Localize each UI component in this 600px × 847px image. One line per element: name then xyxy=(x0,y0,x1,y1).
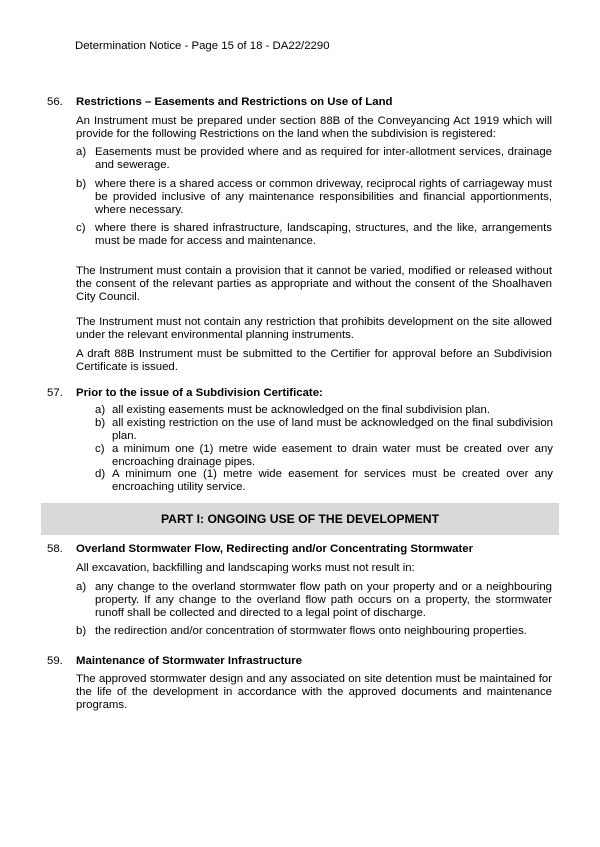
part-banner-title: PART I: ONGOING USE OF THE DEVELOPMENT xyxy=(160,512,440,526)
section-title: Prior to the issue of a Subdivision Certificate: xyxy=(76,387,323,399)
paragraph: The approved stormwater design and any associated on site detention must be maintained for the life of the development in accordance with the approved documents and maintenance programs. xyxy=(76,673,552,712)
paragraph: The Instrument must not contain any restriction that prohibits development on the site allowed under the relevant environmental planning instruments. xyxy=(76,316,552,342)
list-item-label: b) xyxy=(95,417,106,429)
list-item-text: a minimum one (1) metre wide easement to drain water must be created over any encroaching drainage pipes. xyxy=(112,443,553,469)
list-item-label: c) xyxy=(95,443,105,455)
list-item-label: a) xyxy=(76,581,87,593)
list-item-text: A minimum one (1) metre wide easement for services must be created over any encroaching utility service. xyxy=(112,468,553,494)
section-intro: All excavation, backfilling and landscaping works must not result in: xyxy=(76,562,415,574)
list-item-text: where there is shared infrastructure, landscaping, structures, and the like, arrangements must be made for access and maintenance. xyxy=(95,222,552,248)
section-number: 58. xyxy=(47,543,63,555)
section-number: 59. xyxy=(47,655,63,667)
list-item-label: b) xyxy=(76,625,87,637)
list-item-text: the redirection and/or concentration of stormwater flows onto neighbouring properties. xyxy=(95,625,527,637)
section-title: Maintenance of Stormwater Infrastructure xyxy=(76,655,302,667)
page-header: Determination Notice - Page 15 of 18 - DA22/2290 xyxy=(75,40,330,52)
section-title: Overland Stormwater Flow, Redirecting and/or Concentrating Stormwater xyxy=(76,543,474,555)
list-item-label: c) xyxy=(76,222,86,234)
section-intro: An Instrument must be prepared under section 88B of the Conveyancing Act 1919 which will provide for the following Restrictions on the land when the subdivision is registered: xyxy=(76,115,552,141)
list-item-text: any change to the overland stormwater flow path on your property and or a neighbouring property. If any change to the overland flow path occurs on a property, the stormwater runoff shall be collected and directed to a legal point of discharge. xyxy=(95,581,552,620)
paragraph: A draft 88B Instrument must be submitted to the Certifier for approval before an Subdivision Certificate is issued. xyxy=(76,348,552,374)
section-number: 57. xyxy=(47,387,63,399)
list-item-label: b) xyxy=(76,178,87,190)
list-item-text: where there is a shared access or common driveway, reciprocal rights of carriageway must be provided inclusive of any maintenance responsibilities and financial apportionments, where necessary. xyxy=(95,178,552,217)
list-item-label: a) xyxy=(76,146,87,158)
list-item-text: all existing easements must be acknowledged on the final subdivision plan. xyxy=(112,404,491,416)
paragraph: The Instrument must contain a provision that it cannot be varied, modified or released without the consent of the relevant parties as appropriate and without the consent of the Shoalhaven City Council. xyxy=(76,265,552,304)
section-number: 56. xyxy=(47,96,63,108)
list-item-label: a) xyxy=(95,404,106,416)
part-banner xyxy=(41,503,559,535)
list-item-label: d) xyxy=(95,468,106,480)
list-item-text: all existing restriction on the use of land must be acknowledged on the final subdivision plan. xyxy=(112,417,553,443)
list-item-text: Easements must be provided where and as required for inter-allotment services, drainage and sewerage. xyxy=(95,146,552,172)
section-title: Restrictions – Easements and Restrictions on Use of Land xyxy=(76,96,393,108)
